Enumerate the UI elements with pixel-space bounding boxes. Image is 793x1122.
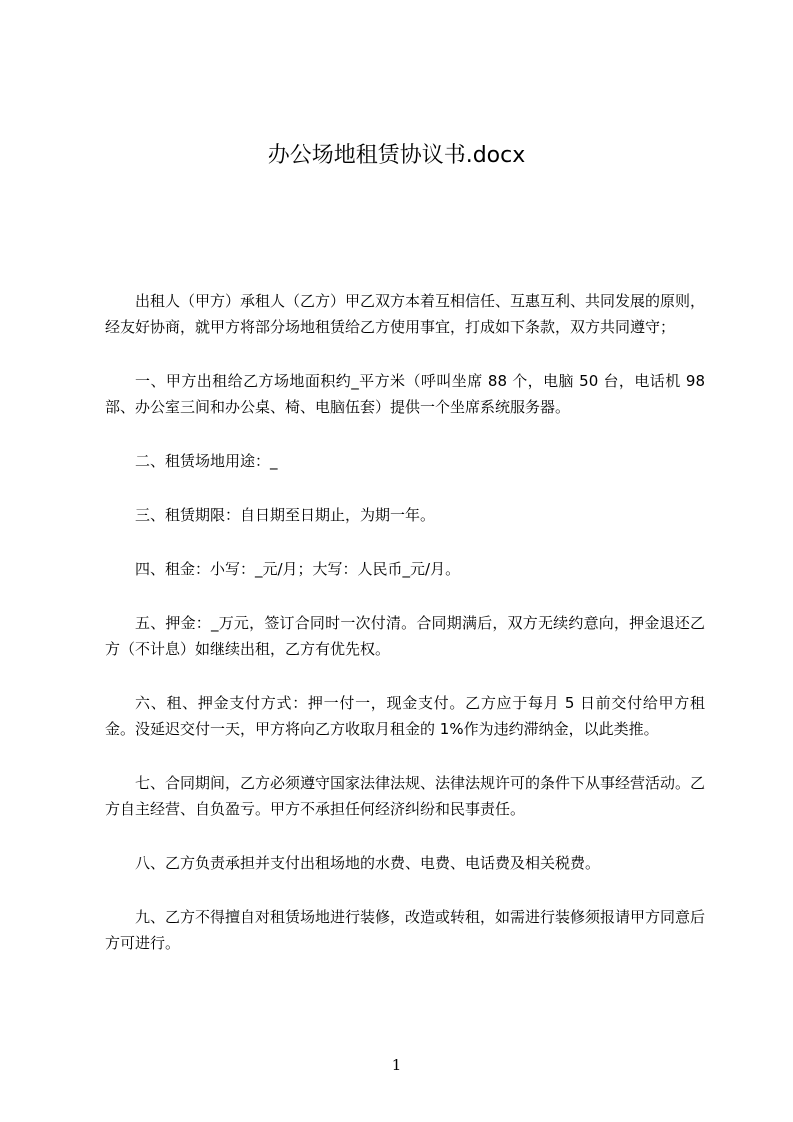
clause-9: 九、乙方不得擅自对租赁场地进行装修，改造或转租，如需进行装修须报请甲方同意后方可进行。 — [105, 908, 706, 952]
clause-4: 四、租金：小写：_元/月；大写：人民币_元/月。 — [135, 560, 461, 578]
page-number: 1 — [391, 1056, 402, 1074]
clause-8: 八、乙方负责承担并支付出租场地的水费、电费、电话费及相关税费。 — [135, 854, 601, 872]
clause-5: 五、押金：_万元，签订合同时一次付清。合同期满后，双方无续约意向，押金退还乙方（不计息）如继续出租，乙方有优先权。 — [105, 614, 705, 658]
clause-7: 七、合同期间，乙方必须遵守国家法律法规、法律法规许可的条件下从事经营活动。乙方自主经营、自负盈亏。甲方不承担任何经济纠纷和民事责任。 — [105, 774, 706, 818]
document-body — [105, 288, 705, 984]
clause-3: 三、租赁期限：自日期至日期止，为期一年。 — [135, 506, 436, 524]
paragraph-intro: 出租人（甲方）承租人（乙方）甲乙双方本着互相信任、互惠互利、共同发展的原则，经友好协商，就甲方将部分场地租赁给乙方使用事宜，打成如下条款，双方共同遵守； — [105, 292, 706, 336]
clause-6: 六、租、押金支付方式：押一付一，现金支付。乙方应于每月 5 日前交付给甲方租金。没延迟交付一天，甲方将向乙方收取月租金的 1%作为违约滞纳金，以此类推。 — [105, 694, 705, 738]
document-title: 办公场地租赁协议书.docx — [267, 143, 526, 168]
clause-1: 一、甲方出租给乙方场地面积约_平方米（呼叫坐席 88 个，电脑 50 台，电话机 98 部、办公室三间和办公桌、椅、电脑伍套）提供一个坐席系统服务器。 — [105, 372, 705, 416]
clause-2: 二、租赁场地用途：_ — [135, 452, 278, 470]
